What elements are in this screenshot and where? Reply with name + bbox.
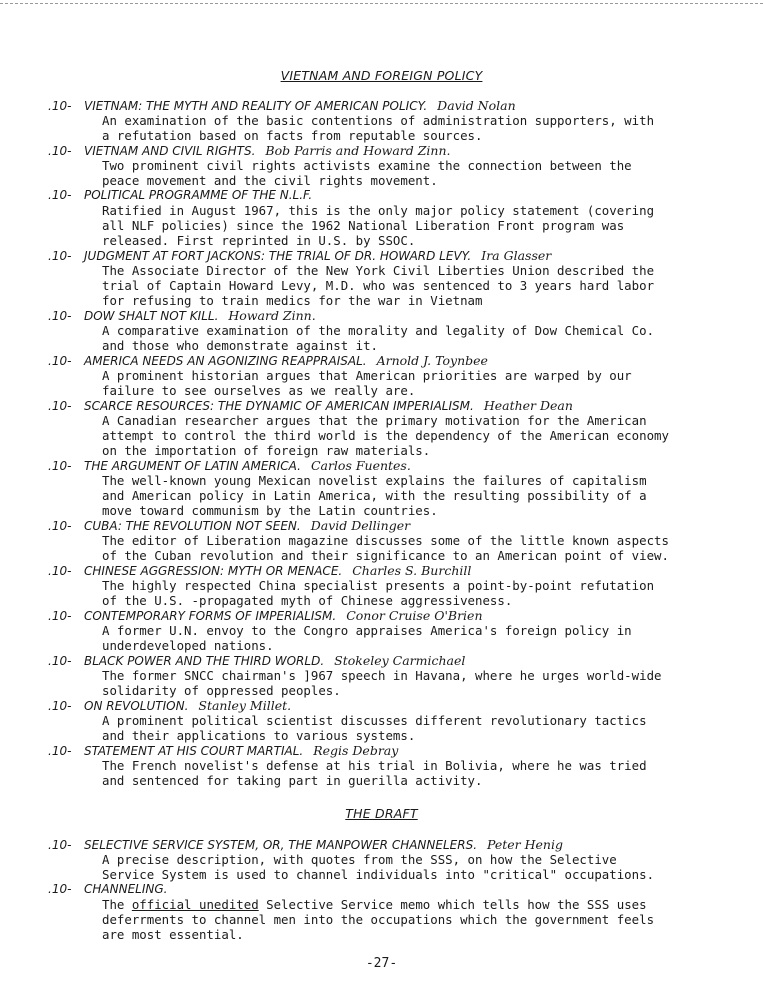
entry-author: Bob Parris and Howard Zinn. xyxy=(265,143,451,158)
entry-description xyxy=(102,473,722,518)
section-heading-vietnam: VIETNAM AND FOREIGN POLICY xyxy=(280,68,483,83)
list-item xyxy=(48,837,748,882)
price-label: .10- xyxy=(48,144,72,158)
entry-description xyxy=(102,263,722,308)
description-line: An examination of the basic contentions of administration supporters, with xyxy=(102,113,655,128)
description-line: of the Cuban revolution and their significance to an American point of view. xyxy=(102,548,669,563)
list-item xyxy=(48,653,748,698)
description-line: for refusing to train medics for the war in Vietnam xyxy=(102,293,483,308)
description-line: A prominent historian argues that American priorities are warped by our xyxy=(102,368,632,383)
price-label: .10- xyxy=(48,609,72,623)
underlined-phrase: official unedited xyxy=(131,897,259,912)
price-label: .10- xyxy=(48,519,72,533)
entry-description xyxy=(102,533,722,563)
entry-author: Stanley Millet. xyxy=(198,698,292,713)
entry-title: CUBA: THE REVOLUTION NOT SEEN. xyxy=(84,519,301,533)
entry-author: Charles S. Burchill xyxy=(352,563,472,578)
description-line: The highly respected China specialist presents a point-by-point refutation xyxy=(102,578,655,593)
description-line: and sentenced for taking part in guerilla activity. xyxy=(102,773,483,788)
entry-title-line xyxy=(48,143,748,158)
description-line: released. First reprinted in U.S. by SSOC. xyxy=(102,233,416,248)
entry-author: Stokeley Carmichael xyxy=(334,653,466,668)
entry-author: David Nolan xyxy=(437,98,516,113)
price-label: .10- xyxy=(48,838,72,852)
list-item xyxy=(48,308,748,353)
entry-description xyxy=(102,413,722,458)
entry-description xyxy=(102,623,722,653)
entry-author: Heather Dean xyxy=(483,398,573,413)
description-line: solidarity of oppressed peoples. xyxy=(102,683,341,698)
entry-title-line xyxy=(48,653,748,668)
entry-author: David Dellinger xyxy=(310,518,411,533)
description-line: The French novelist's defense at his trial in Bolivia, where he was tried xyxy=(102,758,647,773)
list-item xyxy=(48,518,748,563)
description-line: A comparative examination of the morality and legality of Dow Chemical Co. xyxy=(102,323,655,338)
price-label: .10- xyxy=(48,188,72,202)
entry-title-line xyxy=(48,398,748,413)
entry-title: POLITICAL PROGRAMME OF THE N.L.F. xyxy=(84,188,313,202)
section-heading-draft: THE DRAFT xyxy=(345,806,418,821)
entry-title-line xyxy=(48,98,748,113)
entry-title-line xyxy=(48,308,748,323)
description-line: The official unedited Selective Service memo which tells how the SSS uses xyxy=(102,897,647,912)
entry-title: CHINESE AGGRESSION: MYTH OR MENACE. xyxy=(84,564,343,578)
description-line: The editor of Liberation magazine discusses some of the little known aspects xyxy=(102,533,669,548)
description-line: A prominent political scientist discusses different revolutionary tactics xyxy=(102,713,647,728)
price-label: .10- xyxy=(48,654,72,668)
entry-title: DOW SHALT NOT KILL. xyxy=(84,309,219,323)
price-label: .10- xyxy=(48,354,72,368)
entry-author: Peter Henig xyxy=(487,837,563,852)
entry-title-line xyxy=(48,458,748,473)
entry-description xyxy=(102,713,722,743)
description-line: Ratified in August 1967, this is the only major policy statement (covering xyxy=(102,203,655,218)
entry-title: SCARCE RESOURCES: THE DYNAMIC OF AMERICAN IMPERIALISM. xyxy=(84,399,474,413)
entry-author: Ira Glasser xyxy=(481,248,552,263)
description-line: A former U.N. envoy to the Congro appraises America's foreign policy in xyxy=(102,623,632,638)
vietnam-entry-list xyxy=(48,98,748,788)
price-label: .10- xyxy=(48,459,72,473)
price-label: .10- xyxy=(48,564,72,578)
entry-title: CHANNELING. xyxy=(84,882,168,896)
list-item xyxy=(48,458,748,518)
description-line: The well-known young Mexican novelist explains the failures of capitalism xyxy=(102,473,647,488)
price-label: .10- xyxy=(48,744,72,758)
entry-description xyxy=(102,203,722,248)
entry-title-line xyxy=(48,353,748,368)
list-item xyxy=(48,188,748,248)
entry-title-line xyxy=(48,743,748,758)
description-line: all NLF policies) since the 1962 National Liberation Front program was xyxy=(102,218,625,233)
entry-title-line xyxy=(48,608,748,623)
list-item xyxy=(48,248,748,308)
page-number: -27- xyxy=(365,956,398,971)
entry-title: AMERICA NEEDS AN AGONIZING REAPPRAISAL. xyxy=(84,354,367,368)
entry-author: Howard Zinn. xyxy=(228,308,316,323)
description-line: and those who demonstrate against it. xyxy=(102,338,379,353)
entry-title: VIETNAM AND CIVIL RIGHTS. xyxy=(84,144,256,158)
price-label: .10- xyxy=(48,99,72,113)
entry-title: BLACK POWER AND THE THIRD WORLD. xyxy=(84,654,325,668)
description-line: and their applications to various systems. xyxy=(102,728,416,743)
price-label: .10- xyxy=(48,882,72,896)
description-line: A precise description, with quotes from the SSS, on how the Selective xyxy=(102,852,617,867)
list-item xyxy=(48,398,748,458)
list-item xyxy=(48,563,748,608)
entry-description xyxy=(102,668,722,698)
price-label: .10- xyxy=(48,699,72,713)
entry-title: SELECTIVE SERVICE SYSTEM, OR, THE MANPOWER CHANNELERS. xyxy=(84,838,478,852)
description-line: failure to see ourselves as we really are. xyxy=(102,383,416,398)
entry-description xyxy=(102,323,722,353)
description-line: attempt to control the third world is the dependency of the American economy xyxy=(102,428,669,443)
entry-author: Carlos Fuentes. xyxy=(310,458,411,473)
list-item xyxy=(48,698,748,743)
price-label: .10- xyxy=(48,399,72,413)
description-line: move toward communism by the Latin countries. xyxy=(102,503,438,518)
description-line: trial of Captain Howard Levy, M.D. who was sentenced to 3 years hard labor xyxy=(102,278,655,293)
list-item xyxy=(48,143,748,188)
entry-description xyxy=(102,368,722,398)
description-line: peace movement and the civil rights movement. xyxy=(102,173,438,188)
page-top-edge xyxy=(0,3,763,4)
list-item xyxy=(48,608,748,653)
entry-author: Arnold J. Toynbee xyxy=(376,353,488,368)
description-line: are most essential. xyxy=(102,927,244,942)
price-label: .10- xyxy=(48,249,72,263)
description-line: deferrments to channel men into the occupations which the government feels xyxy=(102,912,655,927)
entry-description xyxy=(102,578,722,608)
entry-title-line xyxy=(48,518,748,533)
description-line: The Associate Director of the New York Civil Liberties Union described the xyxy=(102,263,655,278)
description-line: on the importation of foreign raw materials. xyxy=(102,443,431,458)
entry-author: Conor Cruise O'Brien xyxy=(346,608,483,623)
description-line: underdeveloped nations. xyxy=(102,638,274,653)
entry-description xyxy=(102,113,722,143)
list-item xyxy=(48,882,748,942)
list-item xyxy=(48,353,748,398)
entry-description xyxy=(102,852,722,882)
entry-author: Regis Debray xyxy=(313,743,399,758)
entry-title-line xyxy=(48,882,748,897)
entry-description xyxy=(102,158,722,188)
list-item xyxy=(48,743,748,788)
entry-title: THE ARGUMENT OF LATIN AMERICA. xyxy=(84,459,301,473)
entry-title: JUDGMENT AT FORT JACKONS: THE TRIAL OF DR. HOWARD LEVY. xyxy=(84,249,472,263)
entry-title-line xyxy=(48,563,748,578)
entry-title-line xyxy=(48,248,748,263)
list-item xyxy=(48,98,748,143)
description-line: a refutation based on facts from reputable sources. xyxy=(102,128,483,143)
description-line: A Canadian researcher argues that the primary motivation for the American xyxy=(102,413,647,428)
description-line: Service System is used to channel individuals into "critical" occupations. xyxy=(102,867,655,882)
entry-title: VIETNAM: THE MYTH AND REALITY OF AMERICAN POLICY. xyxy=(84,99,428,113)
entry-title: CONTEMPORARY FORMS OF IMPERIALISM. xyxy=(84,609,337,623)
description-line: Two prominent civil rights activists examine the connection between the xyxy=(102,158,632,173)
entry-title: STATEMENT AT HIS COURT MARTIAL. xyxy=(84,744,304,758)
entry-title-line xyxy=(48,698,748,713)
entry-title-line xyxy=(48,837,748,852)
entry-title: ON REVOLUTION. xyxy=(84,699,189,713)
description-line: and American policy in Latin America, with the resulting possibility of a xyxy=(102,488,647,503)
price-label: .10- xyxy=(48,309,72,323)
description-line: The former SNCC chairman's ]967 speech in Havana, where he urges world-wide xyxy=(102,668,662,683)
draft-entry-list xyxy=(48,837,748,942)
description-line: of the U.S. -propagated myth of Chinese aggressiveness. xyxy=(102,593,513,608)
entry-description xyxy=(102,897,722,942)
entry-description xyxy=(102,758,722,788)
entry-title-line xyxy=(48,188,748,203)
